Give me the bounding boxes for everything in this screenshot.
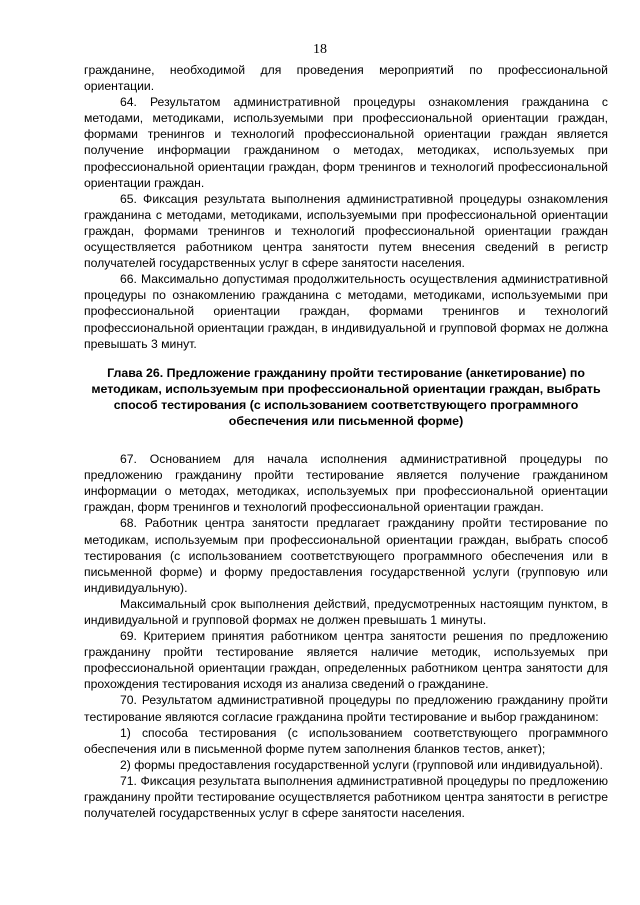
paragraph-70-item-1: 1) способа тестирования (с использованием соответствующего программного обеспечения или в письменной форме путем заполнения бланков тестов, анкет);	[84, 725, 608, 756]
paragraph-68-max-time: Максимальный срок выполнения действий, предусмотренных настоящим пунктом, в индивидуальной и групповой формах не должен превышать 1 минуты.	[84, 596, 608, 627]
paragraph-71: 71. Фиксация результата выполнения административной процедуры по предложению гражданину пройти тестирование осуществляется работником центра занятости в регистре получателей государственных услуг в сфере занятости населения.	[84, 773, 608, 821]
paragraph-66: 66. Максимально допустимая продолжительность осуществления административной процедуры по ознакомлению гражданина с методами, методиками, используемыми при профессиональной ориентации граждан, формами тренингов и технологий профессиональной ориентации граждан, в индивидуальной и групповой формах не должна превышать 3 минут.	[84, 272, 608, 351]
paragraph-70-item-2: 2) формы предоставления государственной услуги (групповой или индивидуальной).	[120, 757, 604, 772]
page-number: 18	[313, 42, 327, 57]
paragraph-68: 68. Работник центра занятости предлагает гражданину пройти тестирование по методикам, используемым при профессиональной ориентации граждан, выбрать способ тестирования (с использованием соответствующего программного обеспечения или в письменной форме) и форму предоставления государственной услуги (групповую или индивидуальную).	[84, 516, 608, 595]
paragraph-continuation: гражданине, необходимой для проведения мероприятий по профессиональной ориентации.	[84, 63, 608, 94]
paragraph-69: 69. Критерием принятия работником центра занятости решения по предложению гражданину пройти тестирование является наличие методик, используемых при профессиональной ориентации граждан, определенных работником центра занятости для прохождения тестирования исходя из анализа сведений о гражданине.	[84, 629, 608, 692]
paragraph-67: 67. Основанием для начала исполнения административной процедуры по предложению гражданину пройти тестирование является получение гражданином информации о методах, методиках, используемых при профессиональной ориентации граждан, форм тренингов и технологий профессиональной ориентации граждан.	[84, 452, 608, 515]
paragraph-70: 70. Результатом административной процедуры по предложению гражданину пройти тестирование являются согласие гражданина пройти тестирование и выбор гражданином:	[84, 693, 608, 724]
paragraph-64: 64. Результатом административной процедуры ознакомления гражданина с методами, методиками, используемыми при профессиональной ориентации граждан, формами тренингов и технологий профессиональной ориентации граждан является получение информации гражданином о методах, методиках, используемых при профессиональной ориентации граждан, форм тренингов и технологий профессиональной ориентации граждан.	[84, 95, 608, 190]
paragraph-65: 65. Фиксация результата выполнения административной процедуры ознакомления гражданина с методами, методиками, используемыми при профессиональной ориентации граждан, формами тренингов и технологий профессиональной ориентации граждан осуществляется работником центра занятости путем внесения сведений в регистр получателей государственных услуг в сфере занятости населения.	[84, 191, 608, 271]
document-body	[84, 62, 608, 821]
chapter-heading: Глава 26. Предложение гражданину пройти тестирование (анкетирование) по методикам, используемым при профессиональной ориентации граждан, выбрать способ тестирования (с использованием соответствующего программного обеспечения или письменной форме)	[91, 365, 601, 428]
